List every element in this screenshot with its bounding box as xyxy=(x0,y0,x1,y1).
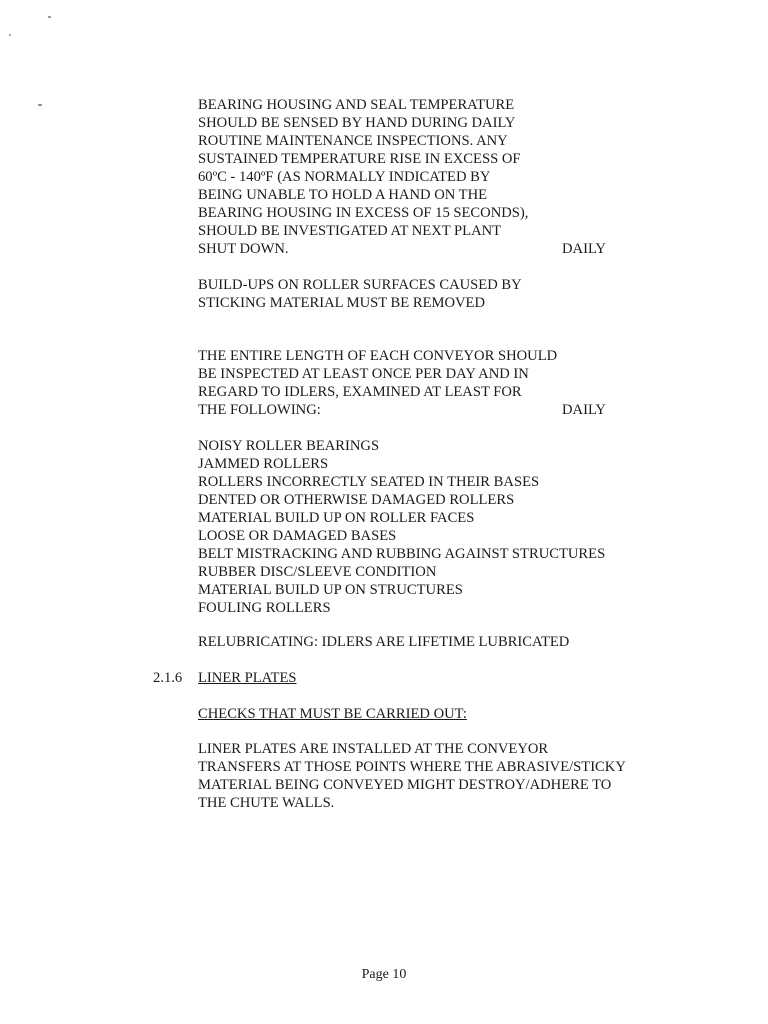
text-line: BEARING HOUSING IN EXCESS OF 15 SECONDS), xyxy=(198,205,529,221)
checklist-item: ROLLERS INCORRECTLY SEATED IN THEIR BASES xyxy=(198,474,540,490)
text-line: THE CHUTE WALLS. xyxy=(198,795,335,811)
checklist-item: DENTED OR OTHERWISE DAMAGED ROLLERS xyxy=(198,492,515,508)
text-line: SUSTAINED TEMPERATURE RISE IN EXCESS OF xyxy=(198,151,521,167)
section-number: 2.1.6 xyxy=(153,670,183,686)
text-line: ROUTINE MAINTENANCE INSPECTIONS. ANY xyxy=(198,133,508,149)
checks-heading xyxy=(198,705,668,723)
idler-checklist xyxy=(198,437,668,617)
scan-speck xyxy=(38,104,42,106)
scan-speck xyxy=(48,16,51,18)
text-line: 60ºC - 140ºF (AS NORMALLY INDICATED BY xyxy=(198,169,491,185)
section-title-text: LINER PLATES xyxy=(198,670,297,686)
frequency-label: DAILY xyxy=(562,241,606,257)
checklist-item: LOOSE OR DAMAGED BASES xyxy=(198,528,397,544)
relubricating-note xyxy=(198,633,668,651)
checklist-item: FOULING ROLLERS xyxy=(198,600,331,616)
text-line: SHOULD BE INVESTIGATED AT NEXT PLANT xyxy=(198,223,502,239)
checks-heading-text: CHECKS THAT MUST BE CARRIED OUT: xyxy=(198,706,467,722)
text-line: LINER PLATES ARE INSTALLED AT THE CONVEYOR xyxy=(198,741,549,757)
text-line: BEARING HOUSING AND SEAL TEMPERATURE xyxy=(198,97,515,113)
text-line: TRANSFERS AT THOSE POINTS WHERE THE ABRASIVE/STICKY xyxy=(198,759,626,775)
checklist-item: MATERIAL BUILD UP ON STRUCTURES xyxy=(198,582,463,598)
text-line: BE INSPECTED AT LEAST ONCE PER DAY AND IN xyxy=(198,366,529,382)
checklist-item: JAMMED ROLLERS xyxy=(198,456,329,472)
buildups-paragraph xyxy=(198,276,668,312)
checklist-item: NOISY ROLLER BEARINGS xyxy=(198,438,380,454)
text-line: BEING UNABLE TO HOLD A HAND ON THE xyxy=(198,187,488,203)
text-line: BUILD-UPS ON ROLLER SURFACES CAUSED BY xyxy=(198,277,522,293)
page-number: Page 10 xyxy=(361,967,407,982)
text-line: SHOULD BE SENSED BY HAND DURING DAILY xyxy=(198,115,516,131)
liner-plates-paragraph xyxy=(198,740,668,812)
text-line: MATERIAL BEING CONVEYED MIGHT DESTROY/ADHERE TO xyxy=(198,777,612,793)
text-line: THE FOLLOWING: xyxy=(198,402,321,418)
text-line: SHUT DOWN. xyxy=(198,241,289,257)
scan-speck xyxy=(9,34,11,36)
checklist-item: RUBBER DISC/SLEEVE CONDITION xyxy=(198,564,437,580)
text-line: STICKING MATERIAL MUST BE REMOVED xyxy=(198,295,486,311)
checklist-item: BELT MISTRACKING AND RUBBING AGAINST STRUCTURES xyxy=(198,546,606,562)
bearing-temperature-paragraph xyxy=(198,96,668,258)
checklist-item: MATERIAL BUILD UP ON ROLLER FACES xyxy=(198,510,475,526)
text-line: REGARD TO IDLERS, EXAMINED AT LEAST FOR xyxy=(198,384,522,400)
text-line: RELUBRICATING: IDLERS ARE LIFETIME LUBRICATED xyxy=(198,634,570,650)
frequency-label: DAILY xyxy=(562,402,606,418)
text-line: THE ENTIRE LENGTH OF EACH CONVEYOR SHOULD xyxy=(198,348,558,364)
section-title xyxy=(198,669,668,687)
